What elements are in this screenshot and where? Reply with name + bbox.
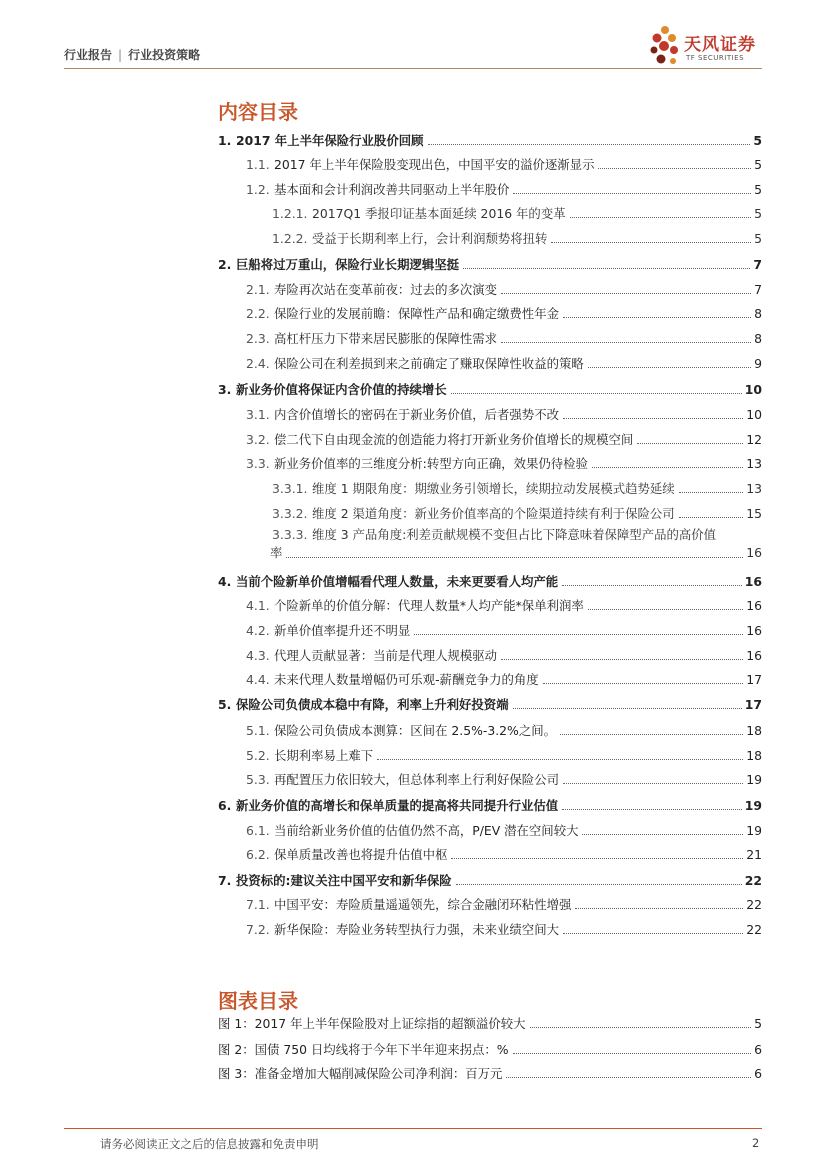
toc-entry-text: 巨船将过万重山，保险行业长期逻辑坚挺 — [236, 257, 460, 272]
toc-entry-text: 维度 3 产品角度:利差贡献规模不变但占比下降意味着保障型产品的高价值 — [312, 527, 717, 542]
leader-dots — [377, 759, 743, 760]
toc-entry-number: 6.1. — [246, 823, 270, 838]
logo-text-cn: 天风证券 — [684, 35, 756, 55]
toc-entry[interactable] — [272, 206, 762, 221]
leader-dots — [598, 168, 751, 169]
logo-dots-icon — [648, 24, 682, 68]
leader-dots — [501, 293, 751, 294]
toc-entry-text: 保险公司负债成本测算：区间在 2.5%-3.2%之间。 — [274, 723, 557, 738]
toc-entry-page: 17 — [746, 672, 762, 687]
header-category: 行业报告 — [64, 48, 113, 62]
figure-entry[interactable] — [218, 1042, 762, 1057]
toc-entry-page: 19 — [744, 798, 762, 813]
toc-entry[interactable] — [272, 481, 762, 496]
footer-disclaimer: 请务必阅读正文之后的信息披露和免责申明 — [100, 1137, 319, 1151]
toc-entry[interactable] — [246, 598, 762, 613]
toc-entry-text: 当前个险新单价值增幅看代理人数量，未来更要看人均产能 — [236, 574, 559, 589]
toc-entry-number: 6. — [218, 798, 232, 813]
toc-entry-text: 新单价值率提升还不明显 — [274, 623, 411, 638]
toc-entry-number: 1. — [218, 133, 232, 148]
toc-entry[interactable] — [246, 897, 762, 912]
toc-entry-number: 2.3. — [246, 331, 270, 346]
toc-entry[interactable] — [246, 331, 762, 346]
figure-entry[interactable] — [218, 1066, 762, 1081]
toc-entry-page: 15 — [746, 506, 762, 521]
toc-entry-page: 5 — [754, 157, 762, 172]
toc-entry-text: 维度 1 期限角度：期缴业务引领增长，续期拉动发展模式趋势延续 — [312, 481, 675, 496]
toc-entry[interactable] — [246, 672, 762, 687]
toc-entry-text: 新华保险：寿险业务转型执行力强，未来业绩空间大 — [274, 922, 559, 937]
toc-entry-page: 9 — [754, 356, 762, 371]
toc-entry-text: 2017 年上半年保险行业股价回顾 — [236, 133, 424, 148]
leader-dots — [506, 1077, 751, 1078]
leader-dots — [582, 834, 743, 835]
toc-entry-text: 2017Q1 季报印证基本面延续 2016 年的变革 — [312, 206, 566, 221]
leader-dots — [562, 585, 742, 586]
toc-entry[interactable] — [246, 182, 762, 197]
toc-entry-number: 3.3.1. — [272, 481, 308, 496]
toc-entry-text: 个险新单的价值分解：代理人数量*人均产能*保单利润率 — [274, 598, 584, 613]
company-logo — [648, 24, 768, 74]
toc-entry-page: 22 — [744, 873, 762, 888]
toc-entry[interactable] — [272, 526, 762, 562]
figure-entry-text: 图 2：国债 750 日均线将于今年下半年迎来拐点：% — [218, 1042, 509, 1057]
leader-dots — [551, 242, 751, 243]
toc-entry-text: 2017 年上半年保险股变现出色，中国平安的溢价逐渐显示 — [274, 157, 595, 172]
toc-entry[interactable] — [246, 723, 762, 738]
toc-entry-number: 5. — [218, 697, 232, 712]
toc-entry[interactable] — [218, 574, 762, 589]
toc-entry[interactable] — [218, 133, 762, 148]
toc-entry-number: 3.1. — [246, 407, 270, 422]
toc-entry[interactable] — [218, 382, 762, 397]
toc-entry-page: 16 — [746, 623, 762, 638]
toc-entry[interactable] — [246, 623, 762, 638]
leader-dots — [563, 317, 751, 318]
toc-entry-number: 4.3. — [246, 648, 270, 663]
toc-entry[interactable] — [246, 432, 762, 447]
toc-title: 内容目录 — [218, 100, 298, 124]
toc-entry-number: 5.1. — [246, 723, 270, 738]
toc-entry-text: 高杠杆压力下带来居民膨胀的保障性需求 — [274, 331, 498, 346]
leader-dots — [414, 634, 743, 635]
toc-entry-page: 18 — [746, 748, 762, 763]
report-category: 行业报告 | 行业投资策略 — [64, 48, 201, 62]
leader-dots — [513, 193, 751, 194]
toc-entry-text: 保险行业的发展前瞻：保障性产品和确定缴费性年金 — [274, 306, 559, 321]
toc-entry[interactable] — [218, 257, 762, 272]
toc-entry-page: 16 — [744, 574, 762, 589]
leader-dots — [501, 659, 743, 660]
toc-entry-page: 22 — [746, 922, 762, 937]
leader-dots — [428, 144, 751, 145]
figure-entry-text: 图 3：准备金增加大幅削减保险公司净利润：百万元 — [218, 1066, 503, 1081]
header-divider — [64, 68, 762, 69]
toc-entry-page: 19 — [746, 823, 762, 838]
leader-dots — [563, 418, 743, 419]
figure-entry-page: 6 — [754, 1066, 762, 1081]
toc-entry-number: 1.2.1. — [272, 206, 308, 221]
toc-entry-text: 保险公司负债成本稳中有降，利率上升利好投资端 — [236, 697, 509, 712]
toc-entry-page: 22 — [746, 897, 762, 912]
toc-entry[interactable] — [246, 847, 762, 862]
toc-entry-number: 4.2. — [246, 623, 270, 638]
toc-entry-text: 中国平安：寿险质量遥遥领先，综合金融闭环粘性增强 — [274, 897, 572, 912]
figure-entry-page: 5 — [754, 1016, 762, 1031]
toc-entry-page: 8 — [754, 306, 762, 321]
toc-entry-number: 3. — [218, 382, 232, 397]
figure-entry-text: 图 1：2017 年上半年保险股对上证综指的超额溢价较大 — [218, 1016, 526, 1031]
toc-entry-number: 1.2.2. — [272, 231, 308, 246]
toc-entry-number: 6.2. — [246, 847, 270, 862]
toc-entry-page: 7 — [754, 282, 762, 297]
toc-entry[interactable] — [246, 157, 762, 172]
toc-entry-number: 2.2. — [246, 306, 270, 321]
toc-entry-number: 3.3.3. — [272, 527, 308, 542]
leader-dots — [513, 1053, 752, 1054]
figure-entry[interactable] — [218, 1016, 762, 1031]
leader-dots — [637, 443, 743, 444]
toc-entry-page: 18 — [746, 723, 762, 738]
toc-entry-page: 10 — [744, 382, 762, 397]
leader-dots — [543, 683, 744, 684]
toc-entry-number: 7.2. — [246, 922, 270, 937]
footer-divider — [64, 1128, 762, 1129]
toc-entry-number: 2.4. — [246, 356, 270, 371]
toc-entry-text: 保险公司在利差损到来之前确定了赚取保障性收益的策略 — [274, 356, 584, 371]
toc-entry[interactable] — [272, 506, 762, 521]
toc-entry-number: 5.3. — [246, 772, 270, 787]
toc-entry[interactable] — [218, 873, 762, 888]
leader-dots — [456, 884, 742, 885]
leader-dots — [451, 858, 743, 859]
toc-entry-text: 保单质量改善也将提升估值中枢 — [274, 847, 448, 862]
toc-entry-page: 16 — [746, 598, 762, 613]
toc-entry-page: 13 — [746, 481, 762, 496]
toc-entry[interactable] — [218, 798, 762, 813]
leader-dots — [501, 342, 751, 343]
toc-entry[interactable] — [246, 306, 762, 321]
toc-entry-number: 4. — [218, 574, 232, 589]
leader-dots — [560, 734, 743, 735]
leader-dots — [592, 467, 743, 468]
toc-entry[interactable] — [246, 282, 762, 297]
toc-entry-page: 8 — [754, 331, 762, 346]
leader-dots — [286, 557, 743, 558]
toc-entry-page: 5 — [754, 231, 762, 246]
toc-entry[interactable] — [246, 823, 762, 838]
toc-entry-number: 7. — [218, 873, 232, 888]
toc-entry-text: 代理人贡献显著：当前是代理人规模驱动 — [274, 648, 498, 663]
toc-entry[interactable] — [246, 748, 762, 763]
toc-entry-number: 3.2. — [246, 432, 270, 447]
toc-entry-page: 17 — [744, 697, 762, 712]
toc-entry-text-continued: 率 — [270, 545, 283, 560]
leader-dots — [588, 367, 751, 368]
toc-entry-text: 再配置压力依旧较大，但总体利率上行利好保险公司 — [274, 772, 559, 787]
toc-entry[interactable] — [272, 231, 762, 246]
toc-entry[interactable] — [246, 772, 762, 787]
toc-entry-number: 4.4. — [246, 672, 270, 687]
toc-entry-number: 3.3.2. — [272, 506, 308, 521]
toc-entry-page: 19 — [746, 772, 762, 787]
toc-entry[interactable] — [246, 648, 762, 663]
toc-entry-number: 5.2. — [246, 748, 270, 763]
toc-entry-text: 新业务价值的高增长和保单质量的提高将共同提升行业估值 — [236, 798, 559, 813]
toc-entry-text: 长期利率易上难下 — [274, 748, 374, 763]
toc-entry-page: 5 — [754, 182, 762, 197]
leader-dots — [562, 809, 742, 810]
header-subcategory: 行业投资策略 — [128, 48, 201, 62]
toc-entry-number: 4.1. — [246, 598, 270, 613]
leader-dots — [679, 492, 744, 493]
leader-dots — [563, 783, 743, 784]
toc-entry-page: 7 — [753, 257, 762, 272]
toc-entry-number: 2.1. — [246, 282, 270, 297]
leader-dots — [530, 1027, 752, 1028]
leader-dots — [575, 908, 743, 909]
toc-entry-number: 1.2. — [246, 182, 270, 197]
toc-entry-text: 受益于长期利率上行，会计利润颓势将扭转 — [312, 231, 548, 246]
toc-entry-page: 21 — [746, 847, 762, 862]
toc-entry[interactable] — [246, 407, 762, 422]
toc-entry-page: 5 — [754, 206, 762, 221]
leader-dots — [451, 393, 742, 394]
toc-entry-text: 内含价值增长的密码在于新业务价值，后者强势不改 — [274, 407, 559, 422]
leader-dots — [679, 517, 744, 518]
toc-entry-text: 寿险再次站在变革前夜：过去的多次演变 — [274, 282, 498, 297]
toc-entry-page: 16 — [746, 545, 762, 560]
logo-text-en: TF SECURITIES — [686, 54, 745, 62]
toc-entry-page: 5 — [753, 133, 762, 148]
leader-dots — [588, 609, 743, 610]
toc-entry[interactable] — [246, 922, 762, 937]
leader-dots — [463, 268, 750, 269]
toc-entry[interactable] — [218, 697, 762, 712]
toc-entry-text: 当前给新业务价值的估值仍然不高，P/EV 潜在空间较大 — [274, 823, 579, 838]
toc-entry-text: 偿二代下自由现金流的创造能力将打开新业务价值增长的规模空间 — [274, 432, 634, 447]
toc-entry-page: 13 — [746, 456, 762, 471]
leader-dots — [513, 708, 742, 709]
toc-entry[interactable] — [246, 456, 762, 471]
toc-entry-number: 7.1. — [246, 897, 270, 912]
toc-entry-text: 新业务价值率的三维度分析:转型方向正确，效果仍待检验 — [274, 456, 588, 471]
toc-entry-text: 基本面和会计利润改善共同驱动上半年股价 — [274, 182, 510, 197]
figure-list-title: 图表目录 — [218, 989, 298, 1013]
toc-entry-text: 新业务价值将保证内含价值的持续增长 — [236, 382, 447, 397]
leader-dots — [563, 933, 743, 934]
toc-entry-number: 2. — [218, 257, 232, 272]
toc-entry-page: 16 — [746, 648, 762, 663]
toc-entry-text: 投资标的:建议关注中国平安和新华保险 — [236, 873, 452, 888]
toc-entry-number: 1.1. — [246, 157, 270, 172]
toc-entry-page: 12 — [746, 432, 762, 447]
toc-entry-text: 未来代理人数量增幅仍可乐观-薪酬竞争力的角度 — [274, 672, 539, 687]
page-number: 2 — [752, 1136, 760, 1150]
toc-entry[interactable] — [246, 356, 762, 371]
toc-entry-page: 10 — [746, 407, 762, 422]
toc-entry-number: 3.3. — [246, 456, 270, 471]
toc-entry-text: 维度 2 渠道角度：新业务价值率高的个险渠道持续有利于保险公司 — [312, 506, 675, 521]
figure-entry-page: 6 — [754, 1042, 762, 1057]
leader-dots — [570, 217, 752, 218]
